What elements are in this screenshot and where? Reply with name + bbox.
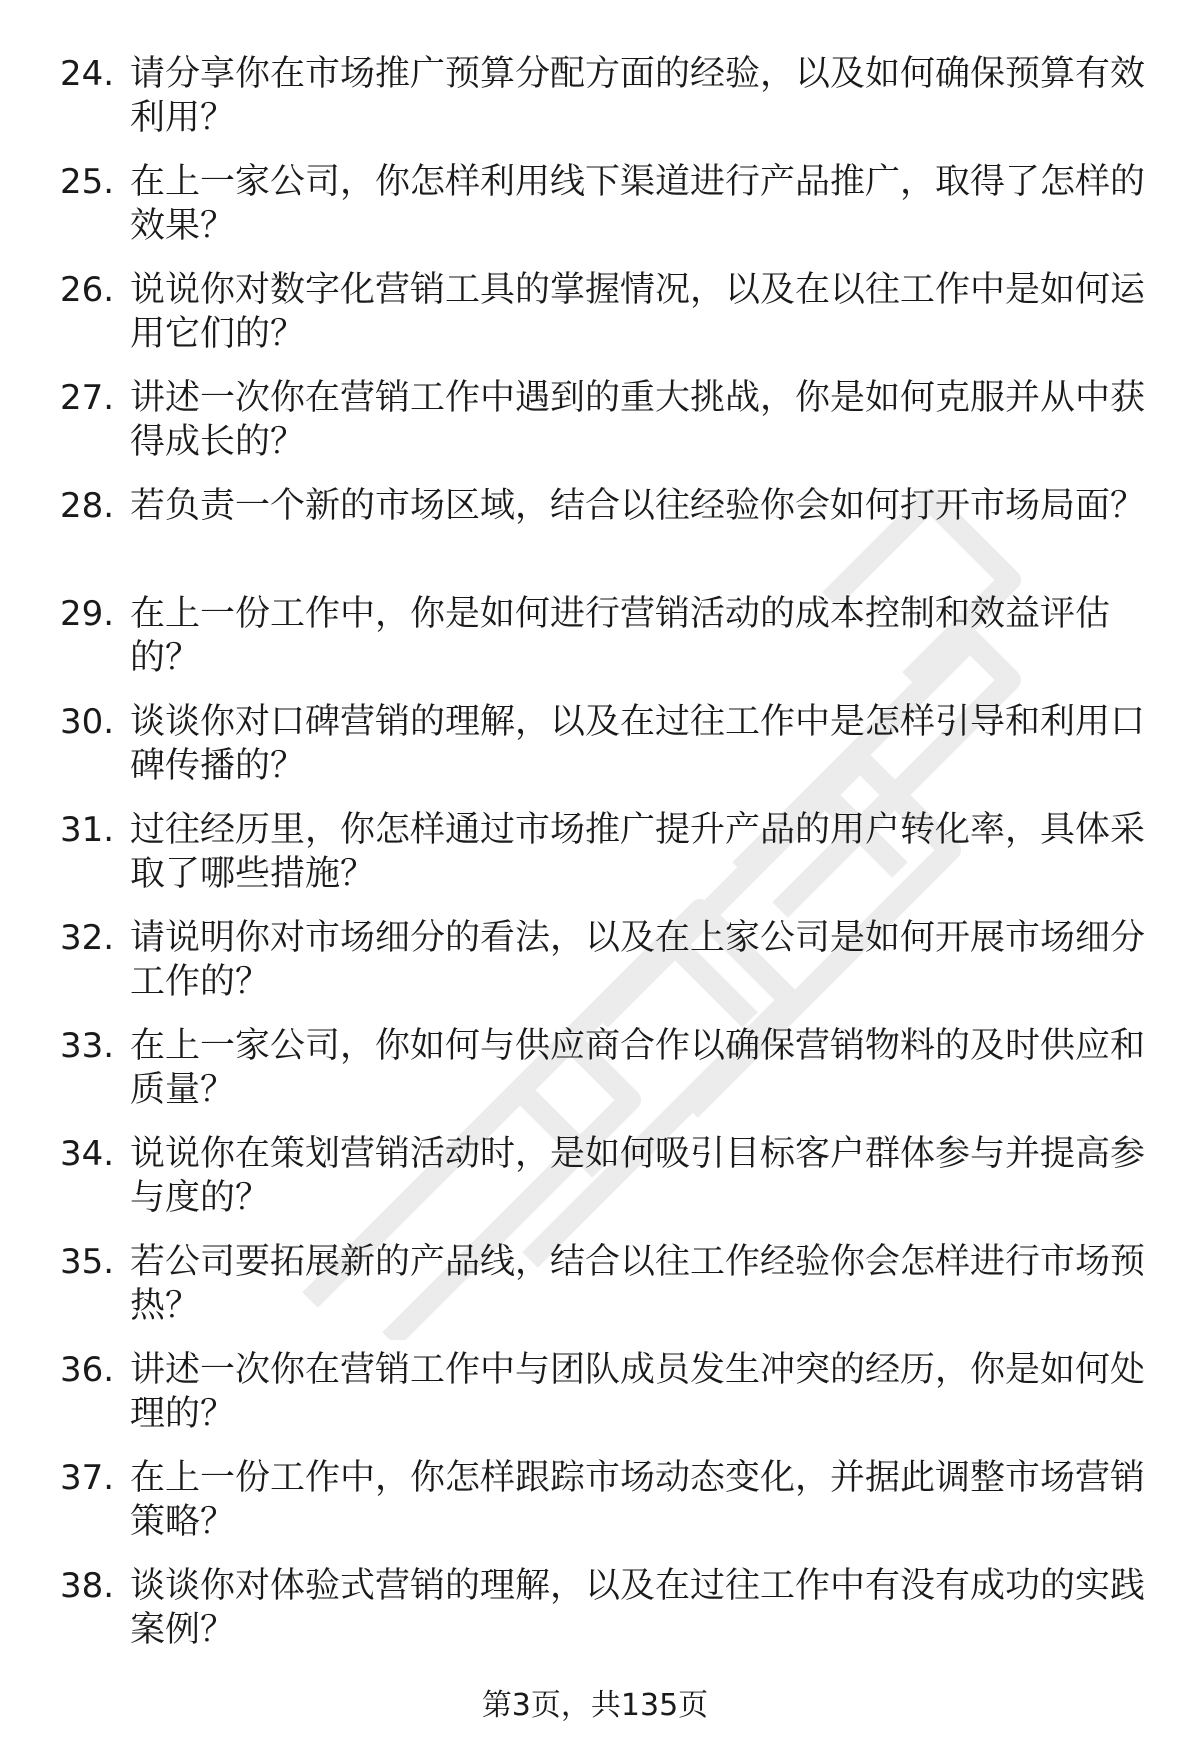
question-text: 若负责一个新的市场区域，结合以往经验你会如何打开市场局面？ bbox=[130, 486, 1146, 526]
question-number: 37. bbox=[60, 1458, 115, 1498]
question-text: 请分享你在市场推广预算分配方面的经验，以及如何确保预算有效利用？ bbox=[130, 54, 1146, 138]
question-number: 33. bbox=[60, 1026, 115, 1066]
question-item bbox=[0, 268, 1190, 376]
question-text: 若公司要拓展新的产品线，结合以往工作经验你会怎样进行市场预热？ bbox=[130, 1242, 1146, 1326]
question-item bbox=[0, 1348, 1190, 1456]
question-item bbox=[0, 700, 1190, 808]
question-item bbox=[0, 1456, 1190, 1564]
question-number: 32. bbox=[60, 918, 115, 958]
question-item bbox=[0, 160, 1190, 268]
question-number: 30. bbox=[60, 702, 115, 742]
question-number: 29. bbox=[60, 594, 115, 634]
question-number: 26. bbox=[60, 270, 115, 310]
question-number: 24. bbox=[60, 54, 115, 94]
question-item bbox=[0, 808, 1190, 916]
question-item bbox=[0, 916, 1190, 1024]
question-text: 谈谈你对口碑营销的理解，以及在过往工作中是怎样引导和利用口碑传播的？ bbox=[130, 702, 1146, 786]
question-text: 在上一家公司，你如何与供应商合作以确保营销物料的及时供应和质量？ bbox=[130, 1026, 1146, 1110]
question-number: 31. bbox=[60, 810, 115, 850]
question-text: 谈谈你对体验式营销的理解，以及在过往工作中有没有成功的实践案例？ bbox=[130, 1566, 1146, 1650]
page-number-footer: 第3页，共135页 bbox=[481, 1688, 709, 1723]
question-text: 讲述一次你在营销工作中与团队成员发生冲突的经历，你是如何处理的？ bbox=[130, 1350, 1146, 1434]
question-text: 在上一份工作中，你怎样跟踪市场动态变化，并据此调整市场营销策略？ bbox=[130, 1458, 1146, 1542]
question-number: 38. bbox=[60, 1566, 115, 1606]
question-item bbox=[0, 1132, 1190, 1240]
question-text: 说说你对数字化营销工具的掌握情况，以及在以往工作中是如何运用它们的？ bbox=[130, 270, 1146, 354]
question-number: 28. bbox=[60, 486, 115, 526]
question-text: 在上一家公司，你怎样利用线下渠道进行产品推广，取得了怎样的效果？ bbox=[130, 162, 1146, 246]
question-number: 36. bbox=[60, 1350, 115, 1390]
question-item bbox=[0, 376, 1190, 484]
question-text: 过往经历里，你怎样通过市场推广提升产品的用户转化率，具体采取了哪些措施？ bbox=[130, 810, 1146, 894]
question-number: 25. bbox=[60, 162, 115, 202]
question-item bbox=[0, 484, 1190, 592]
question-list bbox=[0, 52, 1190, 1672]
question-text: 请说明你对市场细分的看法，以及在上家公司是如何开展市场细分工作的？ bbox=[130, 918, 1146, 1002]
question-text: 讲述一次你在营销工作中遇到的重大挑战，你是如何克服并从中获得成长的？ bbox=[130, 378, 1146, 462]
question-item bbox=[0, 1240, 1190, 1348]
question-item bbox=[0, 52, 1190, 160]
question-number: 35. bbox=[60, 1242, 115, 1282]
question-item bbox=[0, 592, 1190, 700]
question-number: 34. bbox=[60, 1134, 115, 1174]
question-text: 在上一份工作中，你是如何进行营销活动的成本控制和效益评估的？ bbox=[130, 594, 1111, 678]
question-text: 说说你在策划营销活动时，是如何吸引目标客户群体参与并提高参与度的？ bbox=[130, 1134, 1146, 1218]
question-number: 27. bbox=[60, 378, 115, 418]
question-item bbox=[0, 1564, 1190, 1672]
question-item bbox=[0, 1024, 1190, 1132]
